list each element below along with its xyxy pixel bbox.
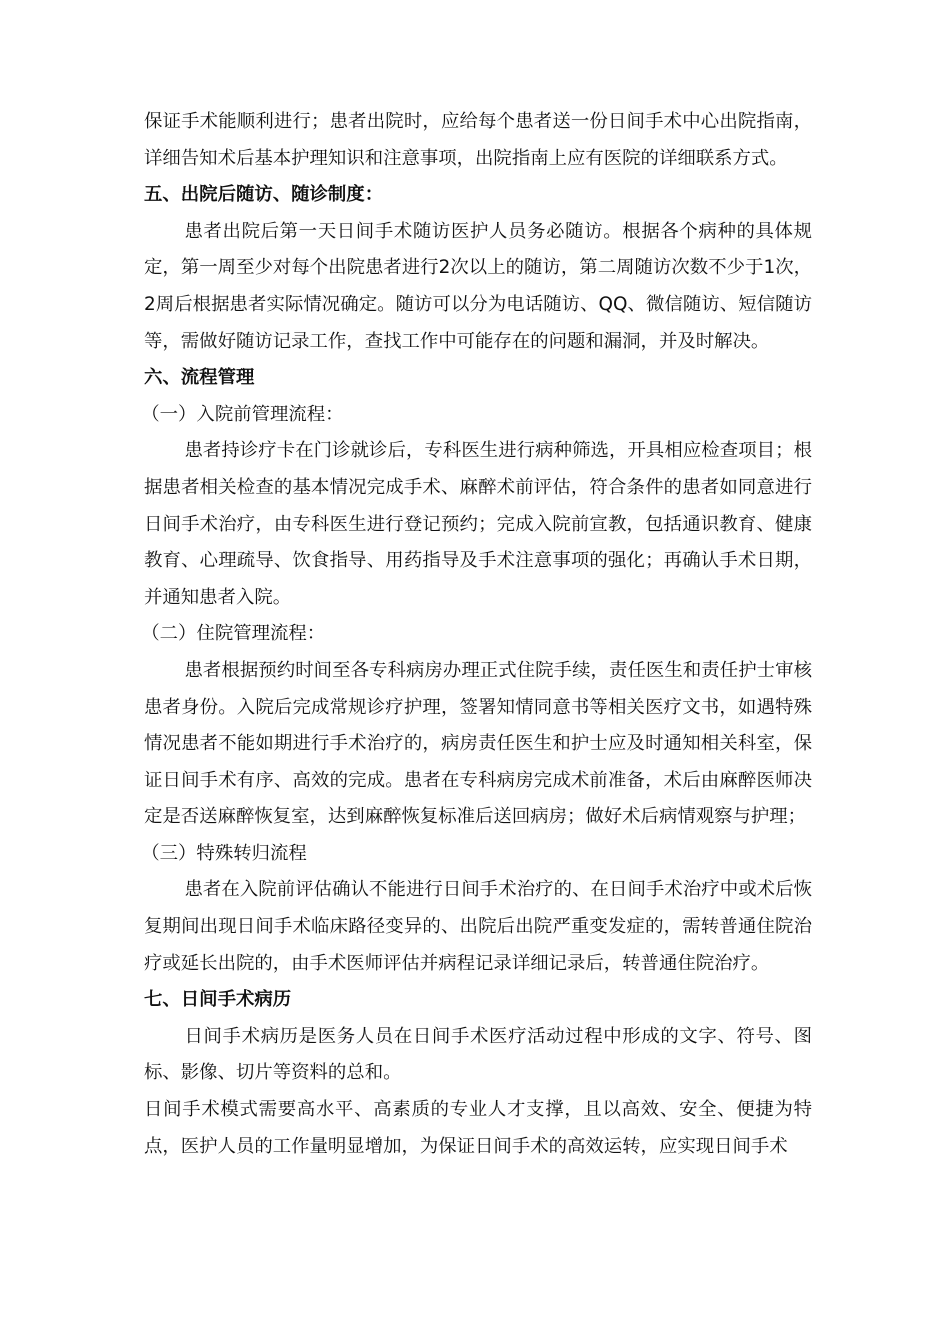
paragraph-special-transfer: 患者在入院前评估确认不能进行日间手术治疗的、在日间手术治疗中或术后恢复期间出现日间手术临床路径变异的、出院后出院严重变发症的，需转普通住院治疗或延长出院的，由手术医师评估并病程记录详细记录后，转普通住院治疗。 bbox=[144, 879, 812, 974]
heading-process-management: 六、流程管理 bbox=[144, 367, 255, 389]
heading-medical-records: 七、日间手术病历 bbox=[144, 989, 292, 1011]
subheading-pre-admission: （一）入院前管理流程： bbox=[141, 403, 344, 425]
document-body bbox=[141, 104, 812, 1165]
subheading-inpatient: （二）住院管理流程： bbox=[141, 623, 326, 645]
paragraph-medical-records-definition: 日间手术病历是医务人员在日间手术医疗活动过程中形成的文字、符号、图标、影像、切片等资料的总和。 bbox=[144, 1025, 812, 1084]
paragraph-pre-admission: 患者持诊疗卡在门诊就诊后，专科医生进行病种筛选，开具相应检查项目；根据患者相关检查的基本情况完成手术、麻醉术前评估，符合条件的患者如同意进行日间手术治疗，由专科医生进行登记预约；完成入院前宣教，包括通识教育、健康教育、心理疏导、饮食指导、用药指导及手术注意事项的强化；再确认手术日期，并通知患者入院。 bbox=[144, 440, 812, 608]
paragraph-inpatient: 患者根据预约时间至各专科病房办理正式住院手续，责任医生和责任护士审核患者身份。入院后完成常规诊疗护理，签署知情同意书等相关医疗文书，如遇特殊情况患者不能如期进行手术治疗的，病房责任医生和护士应及时通知相关科室，保证日间手术有序、高效的完成。患者在专科病房完成术前准备，术后由麻醉医师决定是否送麻醉恢复室，达到麻醉恢复标准后送回病房；做好术后病情观察与护理； bbox=[144, 659, 812, 828]
paragraph-medical-records-mode: 日间手术模式需要高水平、高素质的专业人才支撑，且以高效、安全、便捷为特点，医护人员的工作量明显增加，为保证日间手术的高效运转，应实现日间手术 bbox=[144, 1099, 812, 1157]
paragraph-follow-up: 患者出院后第一天日间手术随访医护人员务必随访。根据各个病种的具体规定，第一周至少对每个出院患者进行2次以上的随访，第二周随访次数不少于1次，2周后根据患者实际情况确定。随访可以分为电话随访、QQ、微信随访、短信随访等，需做好随访记录工作，查找工作中可能存在的问题和漏洞，并及时解决。 bbox=[144, 220, 812, 352]
subheading-special-transfer: （三）特殊转归流程 bbox=[141, 842, 307, 864]
paragraph-discharge-guide: 保证手术能顺利进行；患者出院时，应给每个患者送一份日间手术中心出院指南，详细告知术后基本护理知识和注意事项，出院指南上应有医院的详细联系方式。 bbox=[144, 111, 812, 169]
heading-follow-up: 五、出院后随访、随诊制度： bbox=[144, 184, 384, 206]
